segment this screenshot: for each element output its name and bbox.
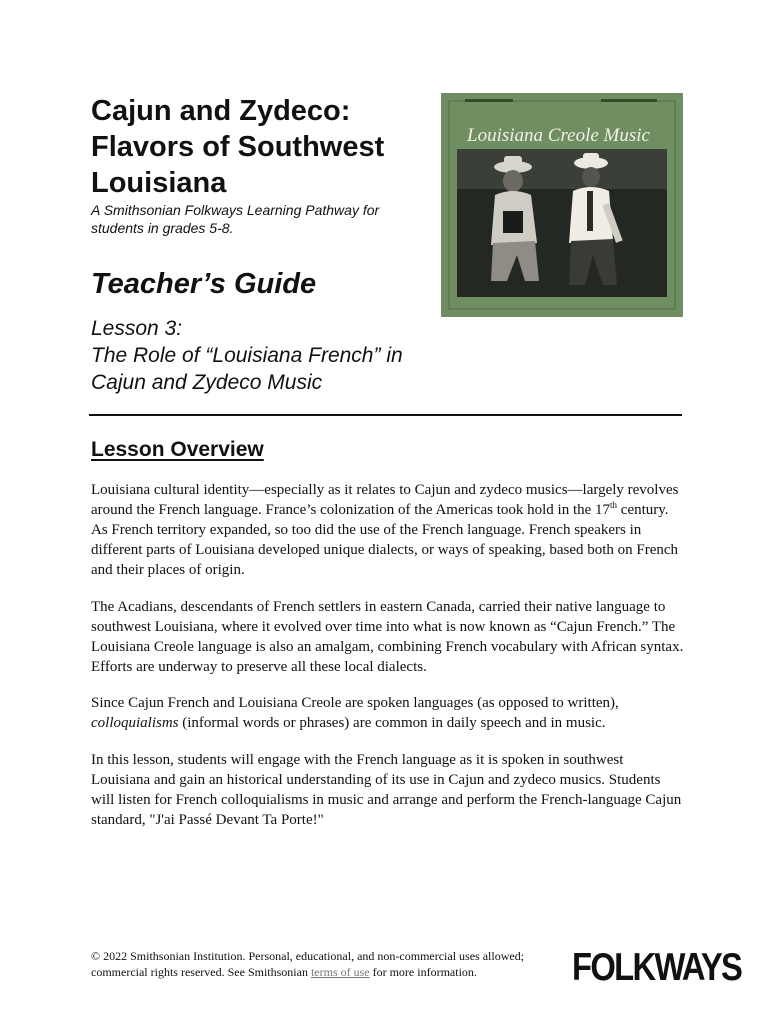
overview-paragraph-3 (91, 693, 685, 733)
overview-p1-text-a: Louisiana cultural identity––especially as it relates to Cajun and zydeco musics—largely revolves around the French language. France’s colonization of the Americas took hold in the 17 (91, 482, 679, 518)
overview-p1-superscript: th (610, 500, 618, 510)
subtitle: A Smithsonian Folkways Learning Pathway for students in grades 5-8. (91, 202, 380, 236)
folkways-logo: FOLKWAYS (572, 946, 742, 989)
title-line-2: Flavors of Southwest (91, 131, 385, 163)
title-line-1: Cajun and Zydeco: (91, 95, 351, 127)
footer-text-a: © 2022 Smithsonian Institution. Personal, educational, and non-commercial uses allowed; commercial rights reserved. See Smithsonian (91, 949, 525, 979)
overview-paragraph-4: In this lesson, students will engage with the French language as it is spoken in southwest Louisiana and gain an historical understanding of its use in Cajun and zydeco musics. Students will listen for French colloquialisms in music and arrange and perform the French-language Cajun standard, "J'ai Passé Devant Ta Porte!" (91, 752, 682, 828)
lesson-label: Lesson 3: (91, 317, 183, 340)
overview-p1-text-b: century. As French territory expanded, so too did the use of the French language. French speakers in different parts of Louisiana developed unique dialects, or ways of speaking, based both on French and their places of origin. (91, 502, 679, 578)
terms-of-use-link[interactable]: terms of use (310, 965, 370, 979)
copyright-footer (91, 948, 561, 980)
lesson-overview-heading: Lesson Overview (91, 438, 264, 461)
album-title: Louisiana Creole Music (467, 125, 650, 146)
overview-p3-text-a: Since Cajun French and Louisiana Creole are spoken languages (as opposed to written), (91, 695, 619, 711)
overview-paragraph-2: The Acadians, descendants of French settlers in eastern Canada, carried their native language to southwest Louisiana, where it evolved over time into what is now known as “Cajun French.” The Louisiana Creole language is also an amalgam, combining French vocabulary with African syntax. Efforts are underway to preserve all these local dialects. (91, 599, 684, 675)
album-cover (441, 93, 683, 317)
title-line-3: Louisiana (91, 167, 227, 199)
document-title (91, 93, 431, 201)
footer-text-b: for more information. (369, 965, 477, 979)
lesson-title: The Role of “Louisiana French” in Cajun and Zydeco Music (91, 344, 403, 394)
section-divider (89, 414, 682, 416)
teachers-guide-heading: Teacher’s Guide (91, 268, 317, 300)
overview-p3-text-b: (informal words or phrases) are common in daily speech and in music. (178, 715, 606, 731)
overview-paragraph-1 (91, 480, 685, 580)
colloquialisms-term: colloquialisms (91, 715, 179, 731)
album-cover-photo (441, 93, 683, 317)
